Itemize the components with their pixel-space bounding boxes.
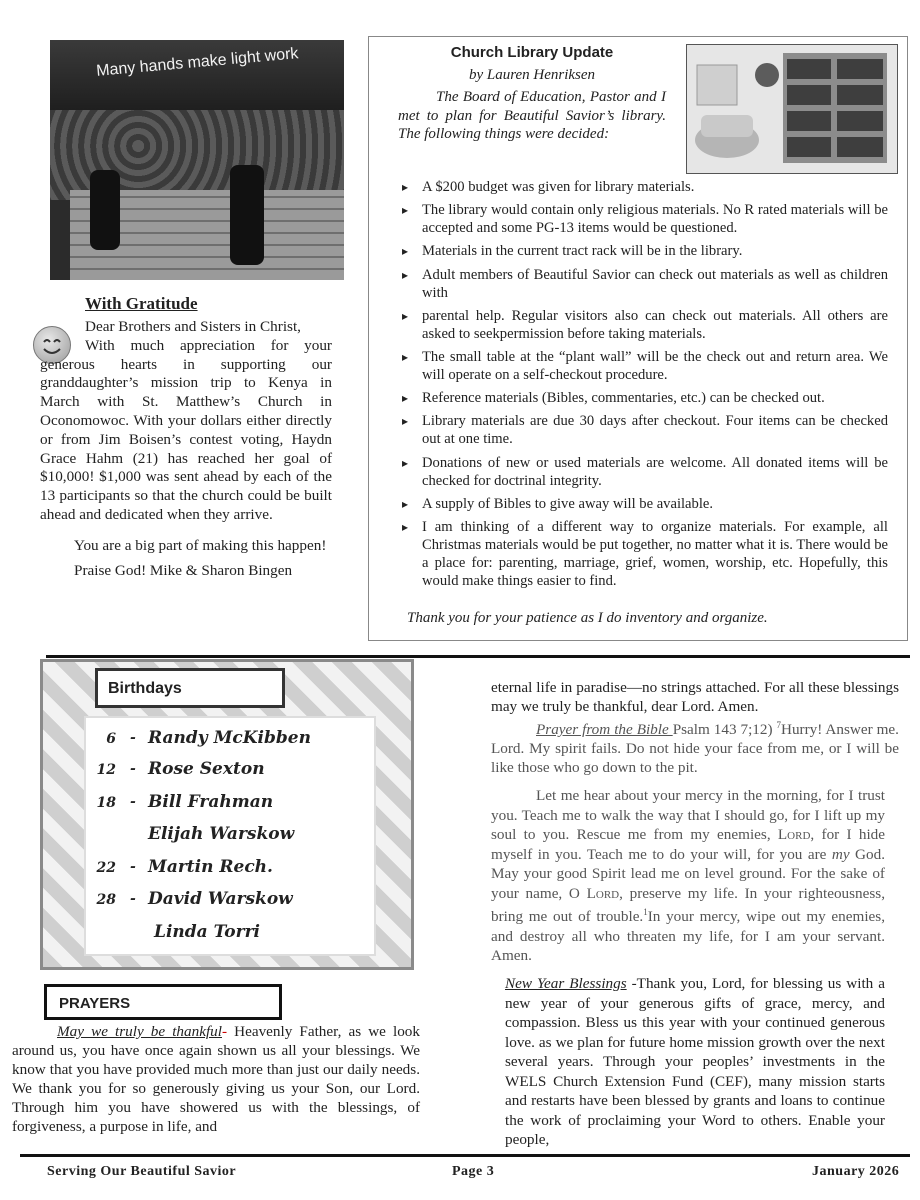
bible-prayer — [491, 716, 899, 777]
gratitude-signature: Praise God! Mike & Sharon Bingen — [74, 561, 293, 579]
list-item: ▸ A supply of Bibles to give away will be available. — [402, 495, 888, 513]
new-year-blessings — [505, 974, 885, 1150]
psalm-part: God. May your good Spirit lead me on level ground. For the sake of your name, O — [491, 845, 885, 902]
list-item: ▸ A $200 budget was given for library materials. — [402, 178, 888, 196]
list-item: ▸ Reference materials (Bibles, commentaries, etc.) can be checked out. — [402, 389, 888, 407]
new-year-lead: New Year Blessings — [505, 975, 627, 992]
birthday-row — [86, 792, 386, 816]
prayer-continuation: eternal life in paradise—no strings attached. For all these blessings may we truly be thankful, dear Lord. Amen. — [491, 679, 899, 715]
lord-smallcaps: Lord — [586, 884, 620, 902]
section-divider — [46, 655, 910, 658]
verse-number: 1 — [643, 907, 648, 917]
prayers-label-box — [44, 984, 282, 1020]
birthday-dash: - — [130, 761, 136, 777]
gratitude-letter — [40, 318, 332, 580]
birthday-day: 18 — [96, 795, 116, 811]
birthday-dash: - — [130, 859, 136, 875]
birthday-name: Rose Sexton — [148, 759, 265, 779]
psalm-text — [491, 786, 885, 966]
prayers-label: PRAYERS — [59, 995, 131, 1012]
psalm-part: In your mercy, wipe out my enemies, and destroy all who threaten my life, for I am your servant. Amen. — [491, 908, 885, 965]
mission-photo — [50, 40, 344, 280]
bible-prayer-lead: Prayer from the Bible — [536, 721, 673, 739]
prayer-dash: - — [221, 1023, 228, 1040]
footer-page-number: Page 3 — [452, 1164, 495, 1179]
birthday-name: Randy McKibben — [148, 728, 311, 748]
list-item: ▸ The small table at the “plant wall” will be the check out and return area. We will operate on a self-checkout procedure. — [402, 348, 888, 384]
birthdays-label: Birthdays — [108, 680, 182, 697]
gratitude-paragraph: You are a big part of making this happen! — [74, 536, 327, 554]
birthday-row — [86, 824, 386, 848]
birthday-row — [86, 922, 386, 946]
list-item: ▸ Adult members of Beautiful Savior can check out materials as well as children with — [402, 266, 888, 302]
birthday-dash: - — [130, 891, 136, 907]
birthday-day: 22 — [96, 860, 116, 876]
photo-worker — [230, 165, 264, 265]
photo-caption: Many hands make light work — [95, 45, 300, 80]
birthday-dash: - — [130, 730, 136, 746]
prayer-lead: May we truly be thankful — [57, 1023, 222, 1040]
birthday-row — [86, 857, 386, 881]
library-title: Church Library Update — [450, 44, 614, 61]
library-author: by Lauren Henriksen — [468, 67, 596, 83]
birthday-day: 28 — [96, 892, 116, 908]
verse-number: 7 — [776, 720, 781, 730]
library-decisions-list — [402, 178, 888, 595]
birthday-day: 12 — [96, 762, 116, 778]
prayer-text: Heavenly Father, as we look around us, you have once again shown us all your blessings. We know that you have provided much more than just our daily needs. We thank you for so generously giving us your Son, our Lord. Through him you have showered us with the blessings, of forgiveness, a purpose in life, and — [12, 1023, 420, 1135]
gratitude-paragraph: With much appreciation for your generous hearts in supporting our granddaughter’s mission trip to Kenya in March with St. Matthew’s Church in Oconomowoc. With your dollars either directly or from Jim Boisen’s contest voting, Haydn Grace Hahm (21) has reached her goal of $10,000! $1,000 was sent ahead by each of the 13 participants so that the church could be built ahead and dedicated when they arrive. — [40, 336, 332, 523]
birthday-name: David Warskow — [148, 889, 293, 909]
bible-text: Hurry! Answer me. Lord. My spirit fails. Do not hide your face from me, or I will be like those who go down to the pit. — [491, 721, 899, 777]
list-item: ▸ I am thinking of a different way to organize materials. For example, all Christmas materials would be put together, no matter what it is. There would be a place for: parenting, marriage, grief, women, worship, etc. Hopefully, this would make things easier to find. — [402, 518, 888, 590]
footer-date: January 2026 — [812, 1164, 900, 1179]
library-intro: The Board of Education, Pastor and I met to plan for Beautiful Savior’s library. The following things were decided: — [398, 89, 666, 142]
bible-ref: Psalm 143 7;12) — [672, 721, 777, 739]
birthday-name: Linda Torri — [154, 922, 261, 942]
birthday-row — [86, 759, 386, 783]
psalm-part: , preserve my life. In your righteousness, bring me out of trouble. — [491, 884, 885, 926]
birthdays-label-box — [95, 668, 285, 708]
birthdays-list — [84, 716, 376, 956]
gratitude-greeting: Dear Brothers and Sisters in Christ, — [85, 318, 301, 335]
library-photo — [686, 44, 898, 174]
list-item: ▸ parental help. Regular visitors also can check out materials. All others are asked to seekpermission before taking materials. — [402, 307, 888, 343]
birthday-row — [86, 728, 386, 752]
birthday-name: Martin Rech. — [148, 857, 273, 877]
photo-banner — [50, 40, 344, 112]
birthday-name: Elijah Warskow — [148, 824, 295, 844]
list-item: ▸ Donations of new or used materials are welcome. All donated items will be checked for doctrinal integrity. — [402, 454, 888, 490]
psalm-part: Let me hear about your mercy in the morning, for I trust you. Teach me to walk the way that I should go, for I lift up my soul to you. Rescue me from my enemies, — [491, 787, 885, 843]
prayer-thankful — [12, 1022, 420, 1136]
photo-worker — [90, 170, 120, 250]
footer-divider — [20, 1154, 910, 1157]
birthday-day: 6 — [106, 731, 116, 747]
footer-newsletter-name: Serving Our Beautiful Savior — [47, 1164, 237, 1179]
psalm-italic: my — [831, 845, 850, 863]
birthday-name: Bill Frahman — [148, 792, 274, 812]
gratitude-title: With Gratitude — [85, 294, 198, 313]
library-thanks: Thank you for your patience as I do inventory and organize. — [407, 610, 768, 626]
list-item: ▸ Materials in the current tract rack will be in the library. — [402, 242, 888, 260]
lord-smallcaps: Lord — [777, 826, 811, 843]
birthday-row — [86, 889, 386, 913]
list-item: ▸ Library materials are due 30 days after checkout. Four items can be checked out at one time. — [402, 412, 888, 448]
list-item: ▸ The library would contain only religious materials. No R rated materials will be accepted and some PG-13 items would be questioned. — [402, 201, 888, 237]
psalm-part: , for I hide myself in you. Teach me to do your will, for you are — [491, 826, 885, 863]
birthday-dash: - — [130, 794, 136, 810]
new-year-text: -Thank you, Lord, for blessing us with a new year of your generous gifts of grace, mercy, and compassion. Bless us this year with your continued generous love. as we plan for future home mission growth over the next several years. Through your peoples’ investments in the WELS Church Extension Fund (CEF), many mission starts and restarts have been blessed by grants and loans to continue the work of proclaiming your Word to others. Enable your people, — [505, 975, 885, 1148]
